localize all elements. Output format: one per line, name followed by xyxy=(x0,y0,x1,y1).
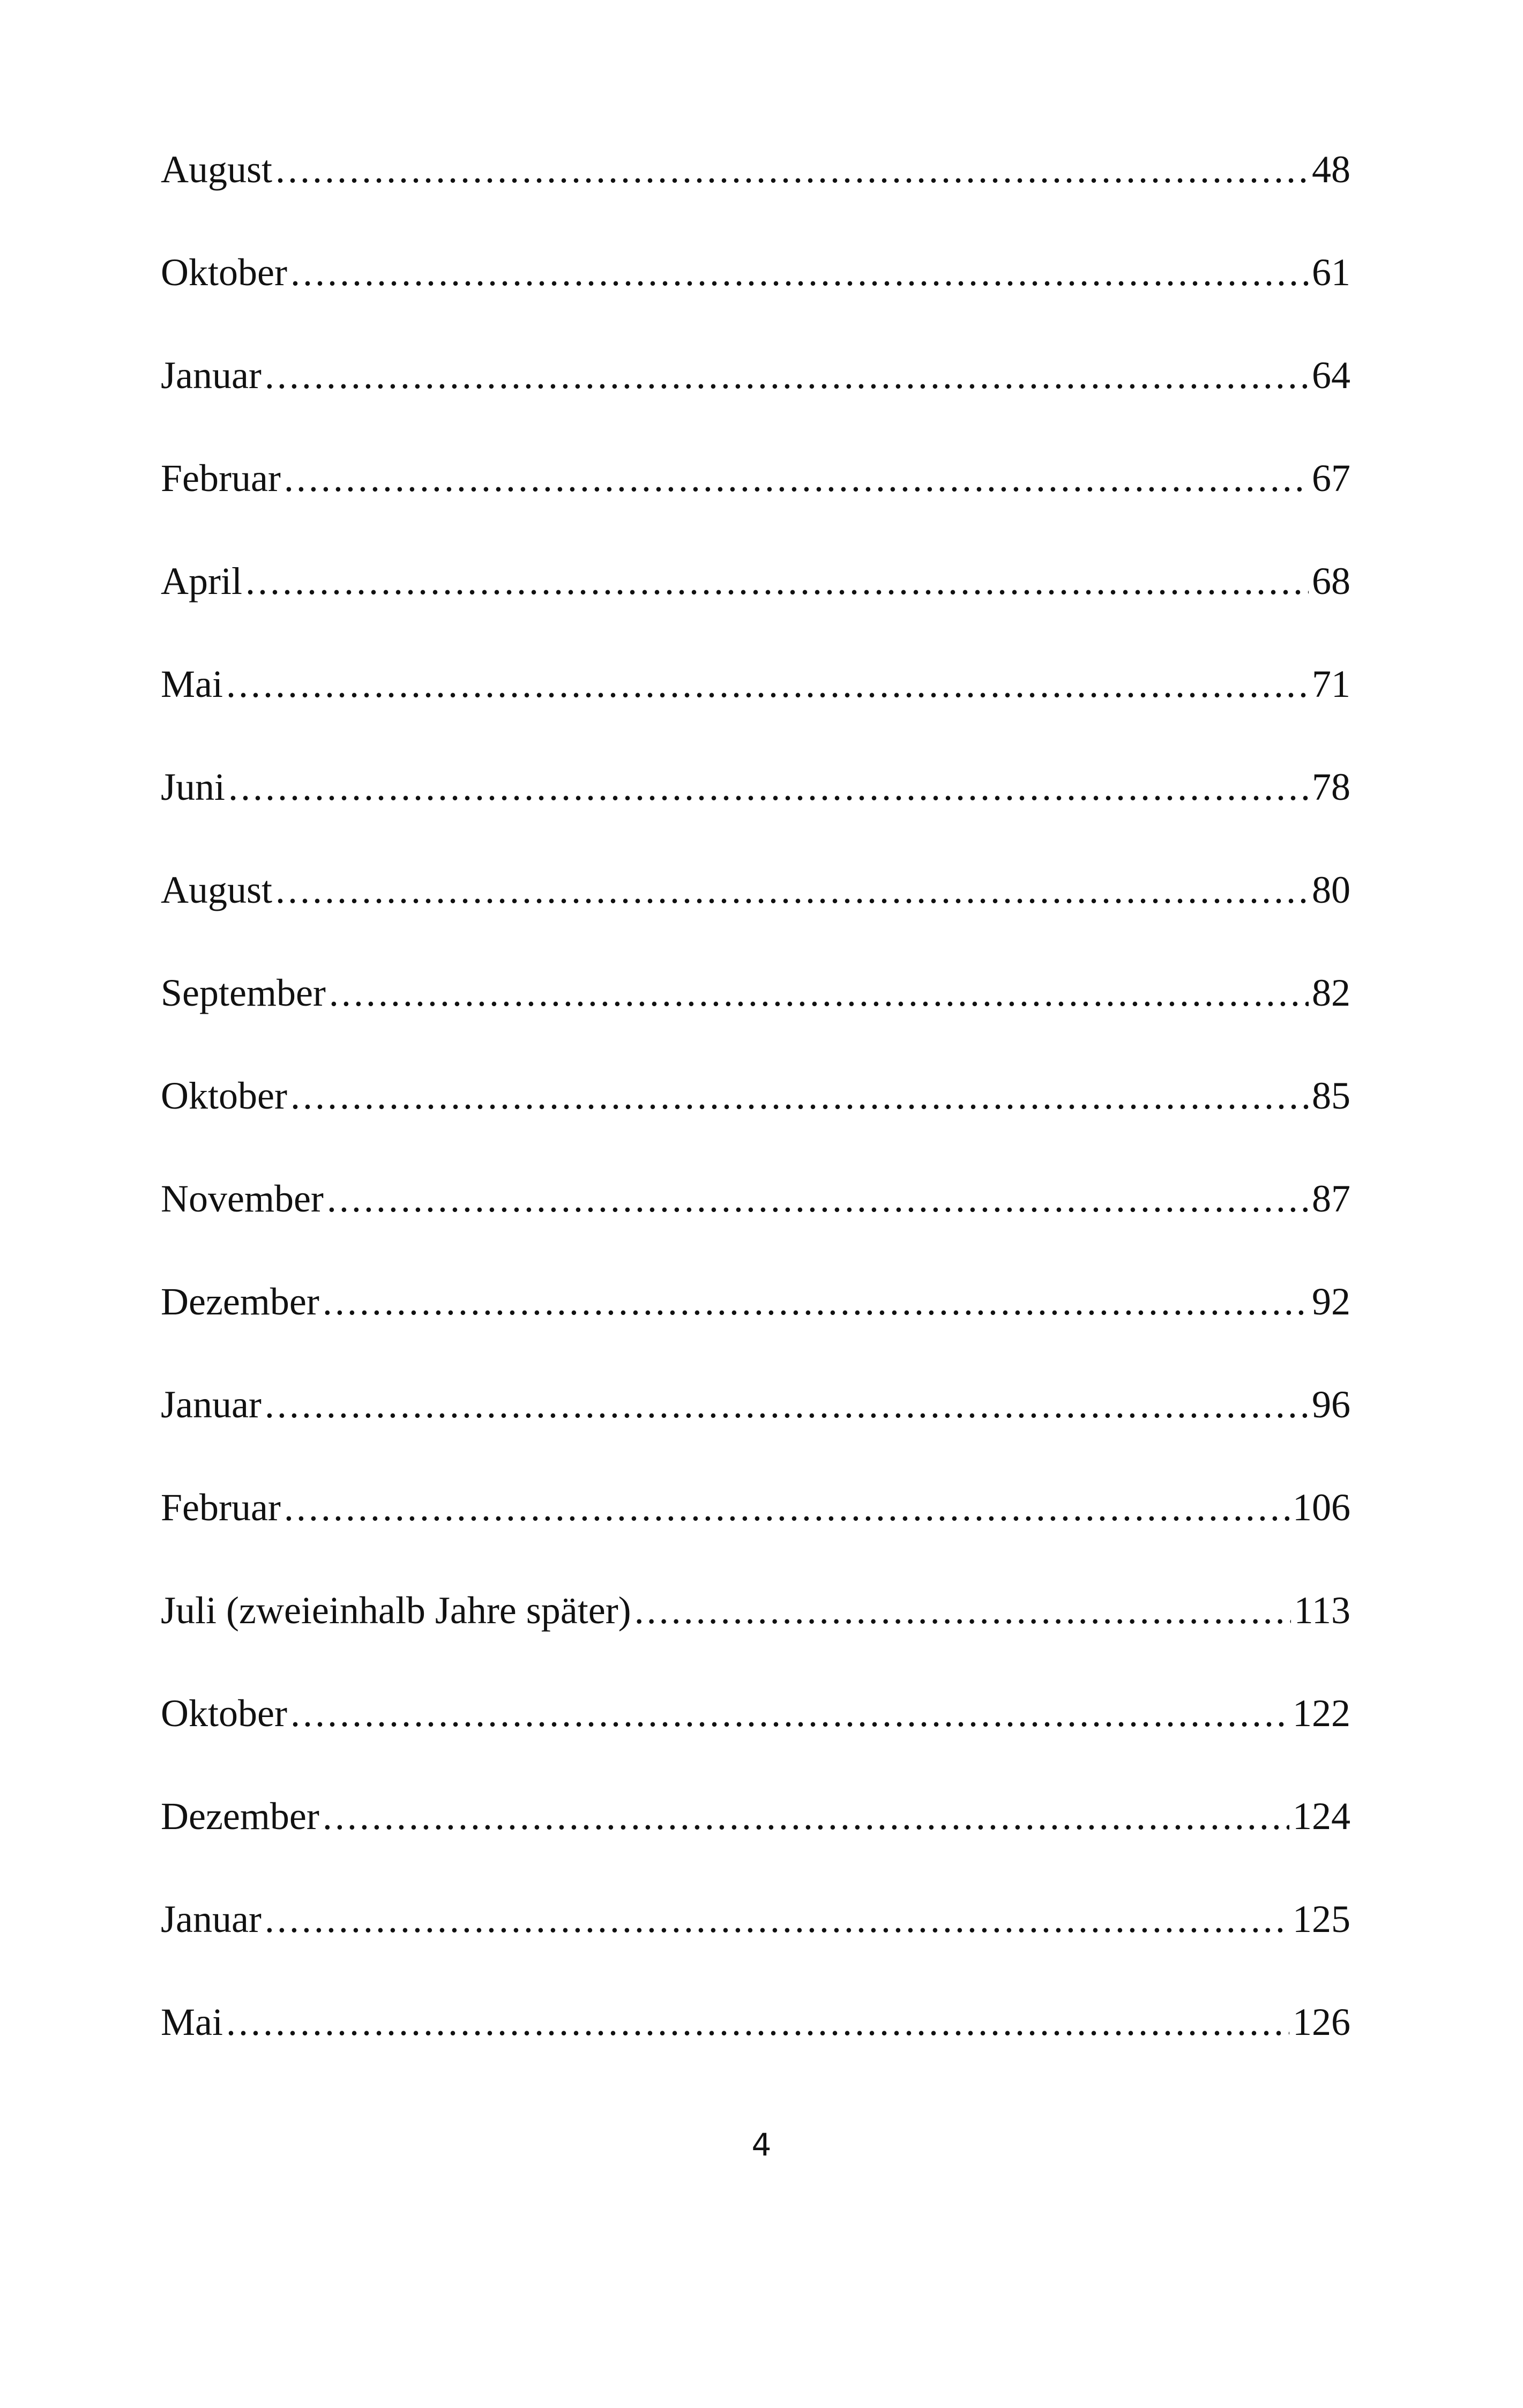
toc-entry xyxy=(161,973,1350,1076)
toc-entry xyxy=(161,253,1350,356)
toc-entry-label: Oktober xyxy=(161,251,287,294)
toc-entry-page-number: 80 xyxy=(1312,868,1350,911)
toc-entry-page-number: 125 xyxy=(1293,1898,1350,1941)
toc-entry xyxy=(161,562,1350,665)
toc-entry-page-number: 48 xyxy=(1312,148,1350,191)
toc-entry xyxy=(161,1179,1350,1282)
toc-entry-label: September xyxy=(161,971,326,1014)
toc-entry-label: Mai xyxy=(161,2001,223,2043)
toc-entry xyxy=(161,459,1350,562)
toc-entry-label: Februar xyxy=(161,1486,281,1529)
toc-entry-label: Mai xyxy=(161,663,223,705)
toc-entry-page-number: 68 xyxy=(1312,560,1350,603)
toc-dot-leader xyxy=(226,665,1309,703)
toc-dot-leader xyxy=(275,150,1309,189)
toc-dot-leader xyxy=(290,1694,1289,1733)
toc-dot-leader xyxy=(265,356,1309,395)
toc-entry xyxy=(161,1385,1350,1488)
toc-entry-page-number: 87 xyxy=(1312,1177,1350,1220)
toc-entry-page-number: 85 xyxy=(1312,1074,1350,1117)
toc-entry xyxy=(161,765,1350,871)
toc-entry-label: November xyxy=(161,1177,324,1220)
toc-entry-label: August xyxy=(161,868,273,911)
toc-entry-page-number: 126 xyxy=(1293,2001,1350,2043)
toc-entry-page-number: 106 xyxy=(1293,1486,1350,1529)
toc-entry-page-number: 113 xyxy=(1294,1589,1350,1632)
toc-entry xyxy=(161,2003,1350,2106)
toc-entry xyxy=(161,1488,1350,1591)
toc-entry xyxy=(161,356,1350,459)
toc-entry xyxy=(161,1797,1350,1900)
toc-dot-leader xyxy=(245,562,1309,600)
toc-entry-label: Februar xyxy=(161,457,281,500)
toc-entry-label: Dezember xyxy=(161,1795,319,1838)
toc-entry-page-number: 124 xyxy=(1293,1795,1350,1838)
toc-dot-leader xyxy=(284,1488,1289,1527)
toc-dot-leader xyxy=(323,1282,1309,1321)
toc-entry-page-number: 82 xyxy=(1312,971,1350,1014)
toc-dot-leader xyxy=(226,2003,1289,2041)
toc-entry xyxy=(161,665,1350,768)
toc-entry-label: Januar xyxy=(161,354,262,397)
toc-entry-page-number: 92 xyxy=(1312,1280,1350,1323)
toc-dot-leader xyxy=(290,1076,1309,1115)
toc-entry-label: Januar xyxy=(161,1383,262,1426)
toc-entry-page-number: 61 xyxy=(1312,251,1350,294)
toc-entry-label: Oktober xyxy=(161,1074,287,1117)
toc-entry-label: Oktober xyxy=(161,1692,287,1735)
toc-dot-leader xyxy=(284,459,1309,497)
toc-entry-label: April xyxy=(161,560,242,603)
toc-dot-leader xyxy=(323,1797,1289,1835)
toc-entry-page-number: 64 xyxy=(1312,354,1350,397)
toc-dot-leader xyxy=(634,1591,1291,1630)
toc-entry xyxy=(161,868,1350,973)
toc-entry xyxy=(161,1900,1350,2003)
toc-entry xyxy=(161,1282,1350,1385)
toc-entry-page-number: 67 xyxy=(1312,457,1350,500)
toc-entry-page-number: 122 xyxy=(1293,1692,1350,1735)
toc-entry-label: Dezember xyxy=(161,1280,319,1323)
toc-entry xyxy=(161,1591,1350,1694)
toc-entry xyxy=(161,1076,1350,1179)
toc-entry-page-number: 71 xyxy=(1312,663,1350,705)
toc-entry xyxy=(161,150,1350,253)
toc-dot-leader xyxy=(265,1385,1309,1424)
toc-entry-page-number: 78 xyxy=(1312,765,1350,808)
toc-dot-leader xyxy=(228,768,1309,806)
toc-dot-leader xyxy=(290,253,1309,292)
table-of-contents xyxy=(161,150,1350,2106)
toc-dot-leader xyxy=(327,1179,1309,1218)
toc-entry-label: Juli (zweieinhalb Jahre später) xyxy=(161,1589,631,1632)
toc-entry-page-number: 96 xyxy=(1312,1383,1350,1426)
toc-entry-label: Juni xyxy=(161,765,226,808)
toc-dot-leader xyxy=(265,1900,1289,1938)
toc-dot-leader xyxy=(275,871,1309,909)
page-number: 4 xyxy=(751,2127,772,2163)
toc-entry-label: Januar xyxy=(161,1898,262,1941)
toc-entry xyxy=(161,1694,1350,1797)
toc-entry-label: August xyxy=(161,148,273,191)
toc-dot-leader xyxy=(329,973,1309,1012)
